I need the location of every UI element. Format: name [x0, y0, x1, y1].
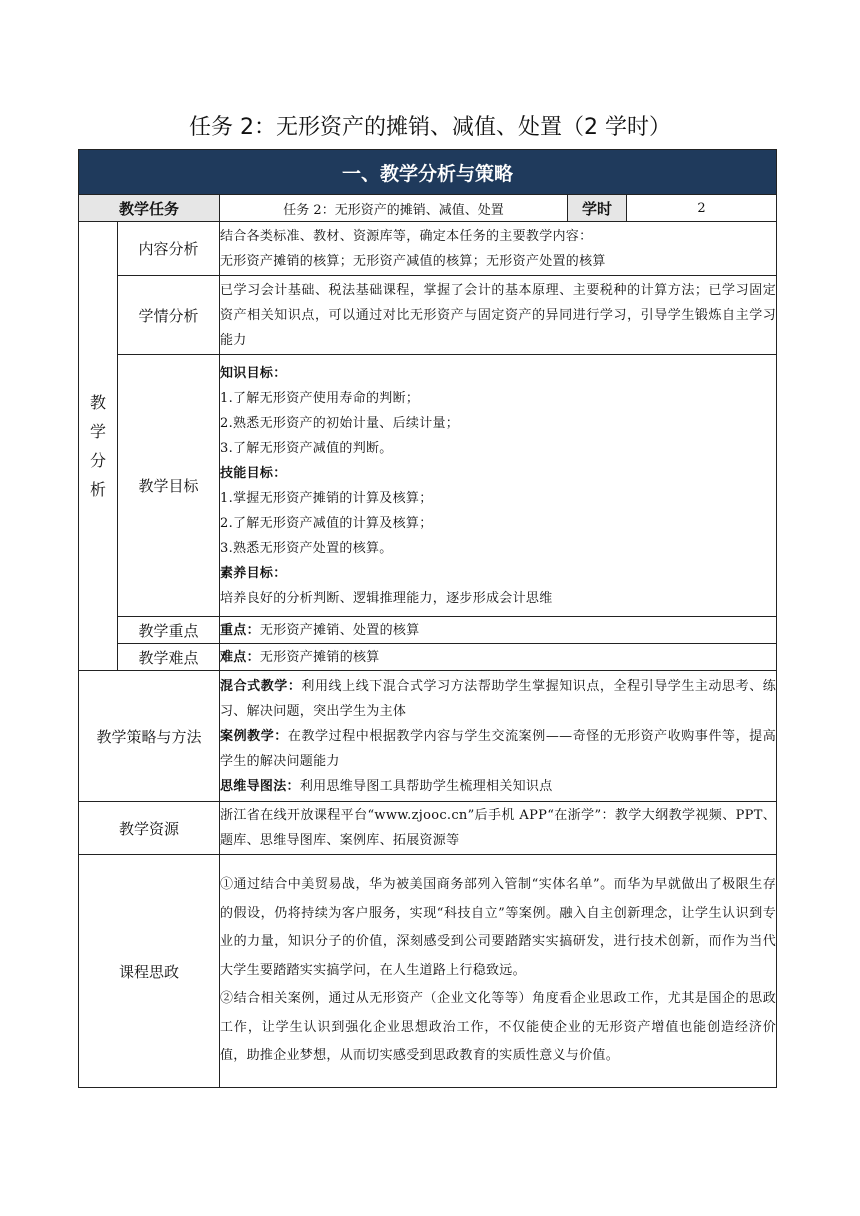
hours-label: 学时	[568, 195, 627, 222]
resources-row	[79, 802, 777, 855]
knowledge-item: 1.了解无形资产使用寿命的判断；	[220, 390, 420, 406]
objectives-row	[79, 355, 777, 617]
knowledge-title: 知识目标：	[220, 365, 287, 381]
skill-title: 技能目标：	[220, 465, 287, 481]
skill-item: 1.掌握无形资产摊销的计算及核算；	[220, 490, 433, 506]
group-char: 分	[89, 451, 106, 470]
content-line: 无形资产摊销的核算；无形资产减值的核算；无形资产处置的核算	[220, 253, 606, 269]
strategy-item	[220, 729, 776, 769]
learner-analysis-text: 已学习会计基础、税法基础课程，掌握了会计的基本原理、主要税种的计算方法；已学习固定资产相关知识点，可以通过对比无形资产与固定资产的异同进行学习，引导学生锻炼自主学习能力	[220, 276, 777, 355]
ideology-text	[220, 855, 777, 1088]
strategy-item	[220, 779, 553, 794]
key-point-prefix: 重点：	[220, 622, 260, 638]
task-value: 任务 2：无形资产的摊销、减值、处置	[220, 195, 568, 222]
analysis-group-label	[79, 222, 118, 671]
section-header: 一、教学分析与策略	[79, 150, 777, 195]
knowledge-item: 3.了解无形资产减值的判断。	[220, 440, 393, 456]
group-char: 析	[89, 480, 106, 499]
strategy-term: 混合式教学：	[220, 678, 302, 694]
difficulty-prefix: 难点：	[220, 649, 260, 665]
ideology-paragraph: ①通过结合中美贸易战，华为被美国商务部列入管制“实体名单”。而华为早就做出了极限生存的假设，仍将持续为客户服务，实现“科技自立”等案例。融入自主创新理念，让学生认识到专业的力量，知识分子的价值，深刻感受到公司要踏踏实实搞研发，进行技术创新，而作为当代大学生要踏踏实实搞学问，在人生道路上行稳致远。	[220, 877, 777, 978]
strategy-term: 案例教学：	[220, 728, 288, 744]
objectives-label: 教学目标	[118, 355, 220, 617]
skill-item: 3.熟悉无形资产处置的核算。	[220, 540, 393, 556]
key-point-row	[79, 617, 777, 644]
strategy-label: 教学策略与方法	[79, 671, 220, 802]
group-char: 教	[89, 393, 106, 412]
strategy-row	[79, 671, 777, 802]
content-analysis-row	[79, 222, 777, 276]
teaching-plan-table	[78, 149, 777, 1088]
strategy-item	[220, 679, 776, 719]
objectives-text	[220, 355, 777, 617]
skill-item: 2.了解无形资产减值的计算及核算；	[220, 515, 433, 531]
strategy-desc: 在教学过程中根据教学内容与学生交流案例——奇怪的无形资产收购事件等，提高学生的解决问题能力	[220, 728, 777, 769]
difficulty-row	[79, 644, 777, 671]
knowledge-item: 2.熟悉无形资产的初始计量、后续计量；	[220, 415, 460, 431]
hours-value: 2	[627, 195, 777, 222]
strategy-text	[220, 671, 777, 802]
key-point-label: 教学重点	[118, 617, 220, 644]
task-row	[79, 195, 777, 222]
learner-analysis-label: 学情分析	[118, 276, 220, 355]
ideology-row	[79, 855, 777, 1088]
document-title: 任务 2：无形资产的摊销、减值、处置（2 学时）	[189, 115, 671, 140]
ideology-label: 课程思政	[79, 855, 220, 1088]
difficulty-label: 教学难点	[118, 644, 220, 671]
quality-item: 培养良好的分析判断、逻辑推理能力，逐步形成会计思维	[220, 590, 553, 606]
resources-text: 浙江省在线开放课程平台“www.zjooc.cn”后手机 APP“在浙学”：教学大纲教学视频、PPT、题库、思维导图库、案例库、拓展资源等	[220, 802, 777, 855]
content-line: 结合各类标准、教材、资源库等，确定本任务的主要教学内容：	[220, 228, 593, 244]
resources-label: 教学资源	[79, 802, 220, 855]
strategy-desc: 利用线上线下混合式学习方法帮助学生掌握知识点，全程引导学生主动思考、练习、解决问题，突出学生为主体	[220, 678, 777, 719]
learner-analysis-row	[79, 276, 777, 355]
key-point-text	[220, 617, 777, 644]
difficulty-text	[220, 644, 777, 671]
key-point-value: 无形资产摊销、处置的核算	[259, 622, 420, 638]
ideology-paragraph: ②结合相关案例，通过从无形资产（企业文化等等）角度看企业思政工作，尤其是国企的思政工作，让学生认识到强化企业思想政治工作，不仅能使企业的无形资产增值也能创造经济价值，助推企业梦想，从而切实感受到思政教育的实质性意义与价值。	[220, 991, 777, 1064]
content-analysis-label: 内容分析	[118, 222, 220, 276]
content-analysis-text	[220, 222, 777, 276]
group-char: 学	[89, 422, 106, 441]
quality-title: 素养目标：	[220, 565, 287, 581]
difficulty-value: 无形资产摊销的核算	[259, 649, 380, 665]
strategy-term: 思维导图法：	[220, 778, 300, 794]
strategy-desc: 利用思维导图工具帮助学生梳理相关知识点	[299, 778, 553, 794]
task-label: 教学任务	[79, 195, 220, 222]
